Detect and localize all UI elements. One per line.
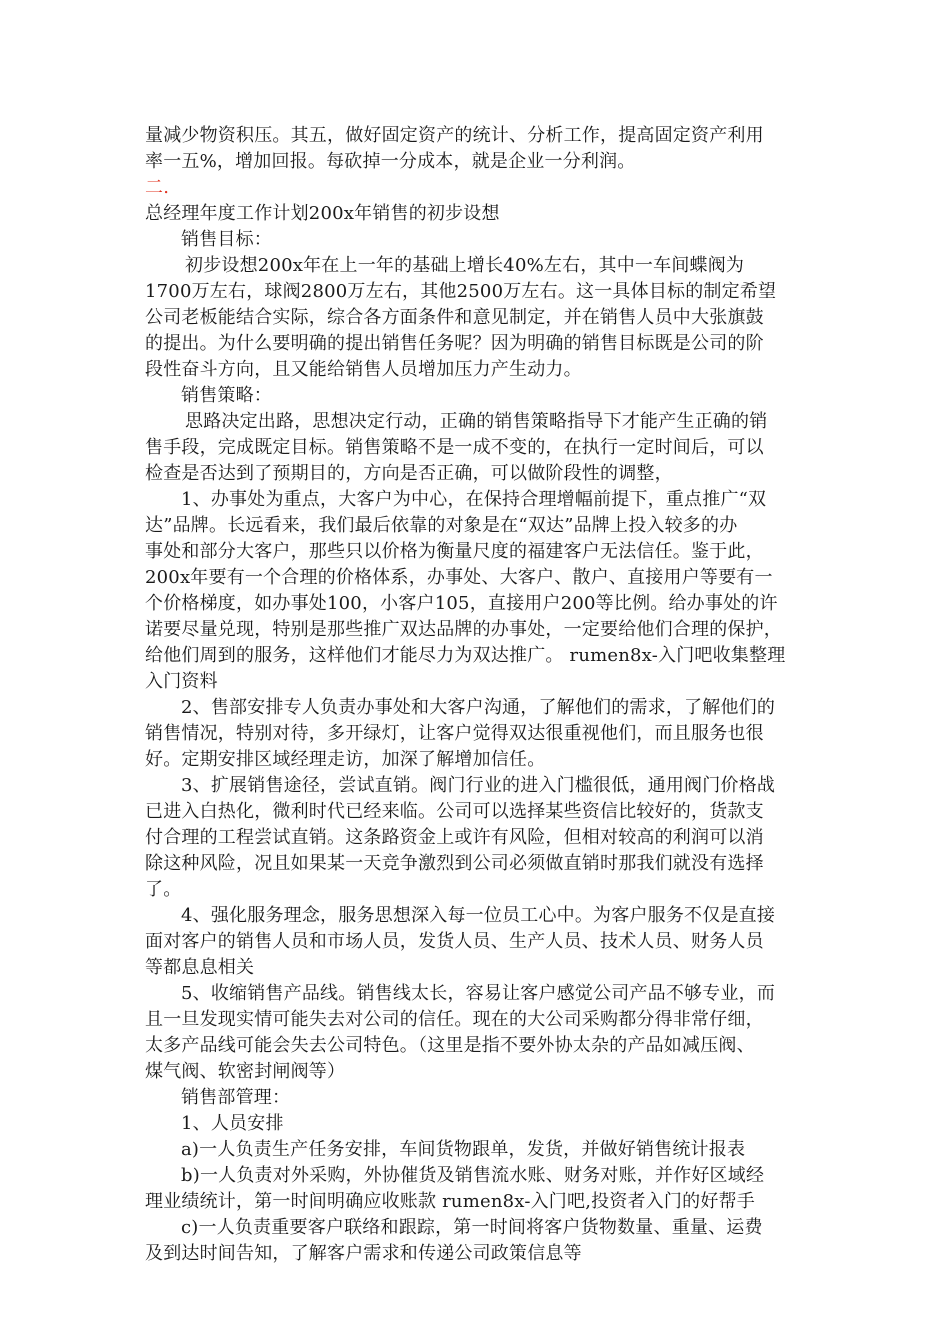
text-line: 思路决定出路，思想决定行动，正确的销售策略指导下才能产生正确的销 — [185, 411, 768, 432]
text-line: 了。 — [145, 879, 182, 900]
document-body — [145, 123, 813, 1267]
text-line: 已进入白热化，微利时代已经来临。公司可以选择某些资信比较好的，货款支 — [145, 801, 764, 822]
text-line: 量减少物资积压。其五，做好固定资产的统计、分析工作，提高固定资产利用 — [145, 125, 764, 146]
text-line: 销售目标： — [181, 229, 272, 250]
text-line: 4、强化服务理念，服务思想深入每一位员工心中。为客户服务不仅是直接 — [181, 905, 776, 926]
text-line: 等都息息相关 — [145, 957, 255, 978]
text-line: 率一五%，增加回报。每砍掉一分成本，就是企业一分利润。 — [145, 151, 636, 172]
text-line: 理业绩统计，第一时间明确应收账款 rumen8x-入门吧,投资者入门的好帮手 — [145, 1191, 755, 1212]
text-line: 1、办事处为重点，大客户为中心，在保持合理增幅前提下，重点推广“双 — [181, 489, 767, 510]
text-line: 煤气阀、软密封闸阀等） — [145, 1061, 346, 1082]
text-line: 段性奋斗方向，且又能给销售人员增加压力产生动力。 — [145, 359, 582, 380]
text-line: b)一人负责对外采购，外协催货及销售流水账、财务对账，并作好区域经 — [181, 1165, 765, 1186]
text-line: 付合理的工程尝试直销。这条路资金上或许有风险，但相对较高的利润可以消 — [145, 827, 764, 848]
text-line: 检查是否达到了预期目的，方向是否正确，可以做阶段性的调整， — [145, 463, 673, 484]
text-line: 诺要尽量兑现，特别是那些推广双达品牌的办事处，一定要给他们合理的保护， — [145, 619, 782, 640]
text-line: 1、人员安排 — [181, 1113, 284, 1134]
text-line: 给他们周到的服务，这样他们才能尽力为双达推广。 rumen8x-入门吧收集整理 — [145, 645, 786, 666]
text-line: 入门资料 — [145, 671, 218, 692]
text-line: a)一人负责生产任务安排，车间货物跟单，发货，并做好销售统计报表 — [181, 1139, 746, 1160]
text-line: 销售情况，特别对待，多开绿灯，让客户觉得双达很重视他们，而且服务也很 — [145, 723, 764, 744]
text-line: 达”品牌。长远看来，我们最后依靠的对象是在“双达”品牌上投入较多的办 — [145, 515, 738, 536]
text-line: c)一人负责重要客户联络和跟踪，第一时间将客户货物数量、重量、运费 — [181, 1217, 763, 1238]
text-line: 销售策略： — [181, 385, 272, 406]
text-line: 好。定期安排区域经理走访，加深了解增加信任。 — [145, 749, 546, 770]
text-line: 售手段，完成既定目标。销售策略不是一成不变的，在执行一定时间后，可以 — [145, 437, 764, 458]
text-line: 个价格梯度，如办事处100，小客户105，直接用户200等比例。给办事处的许 — [145, 593, 778, 614]
text-line: 总经理年度工作计划200x年销售的初步设想 — [145, 203, 500, 224]
text-line: 初步设想200x年在上一年的基础上增长40%左右，其中一车间蝶阀为 — [185, 255, 745, 276]
text-line: 的提出。为什么要明确的提出销售任务呢？因为明确的销售目标既是公司的阶 — [145, 333, 764, 354]
text-line: 太多产品线可能会失去公司特色。（这里是指不要外协太杂的产品如减压阀、 — [145, 1035, 755, 1056]
text-line: 面对客户的销售人员和市场人员，发货人员、生产人员、技术人员、财务人员 — [145, 931, 764, 952]
text-line: 且一旦发现实情可能失去对公司的信任。现在的大公司采购都分得非常仔细， — [145, 1009, 764, 1030]
text-line: 公司老板能结合实际，综合各方面条件和意见制定，并在销售人员中大张旗鼓 — [145, 307, 764, 328]
text-line: 除这种风险，况且如果某一天竞争激烈到公司必须做直销时那我们就没有选择 — [145, 853, 764, 874]
text-line: 销售部管理： — [181, 1087, 291, 1108]
text-line: 二. — [145, 177, 170, 198]
text-line: 及到达时间告知，了解客户需求和传递公司政策信息等 — [145, 1243, 582, 1264]
text-line: 3、扩展销售途径，尝试直销。阀门行业的进入门槛很低，通用阀门价格战 — [181, 775, 776, 796]
text-line: 5、收缩销售产品线。销售线太长，容易让客户感觉公司产品不够专业，而 — [181, 983, 776, 1004]
text-line: 1700万左右，球阀2800万左右，其他2500万左右。这一具体目标的制定希望 — [145, 281, 777, 302]
text-line: 事处和部分大客户，那些只以价格为衡量尺度的福建客户无法信任。鉴于此， — [145, 541, 764, 562]
text-line: 2、售部安排专人负责办事处和大客户沟通，了解他们的需求，了解他们的 — [181, 697, 776, 718]
text-line: 200x年要有一个合理的价格体系，办事处、大客户、散户、直接用户等要有一 — [145, 567, 773, 588]
